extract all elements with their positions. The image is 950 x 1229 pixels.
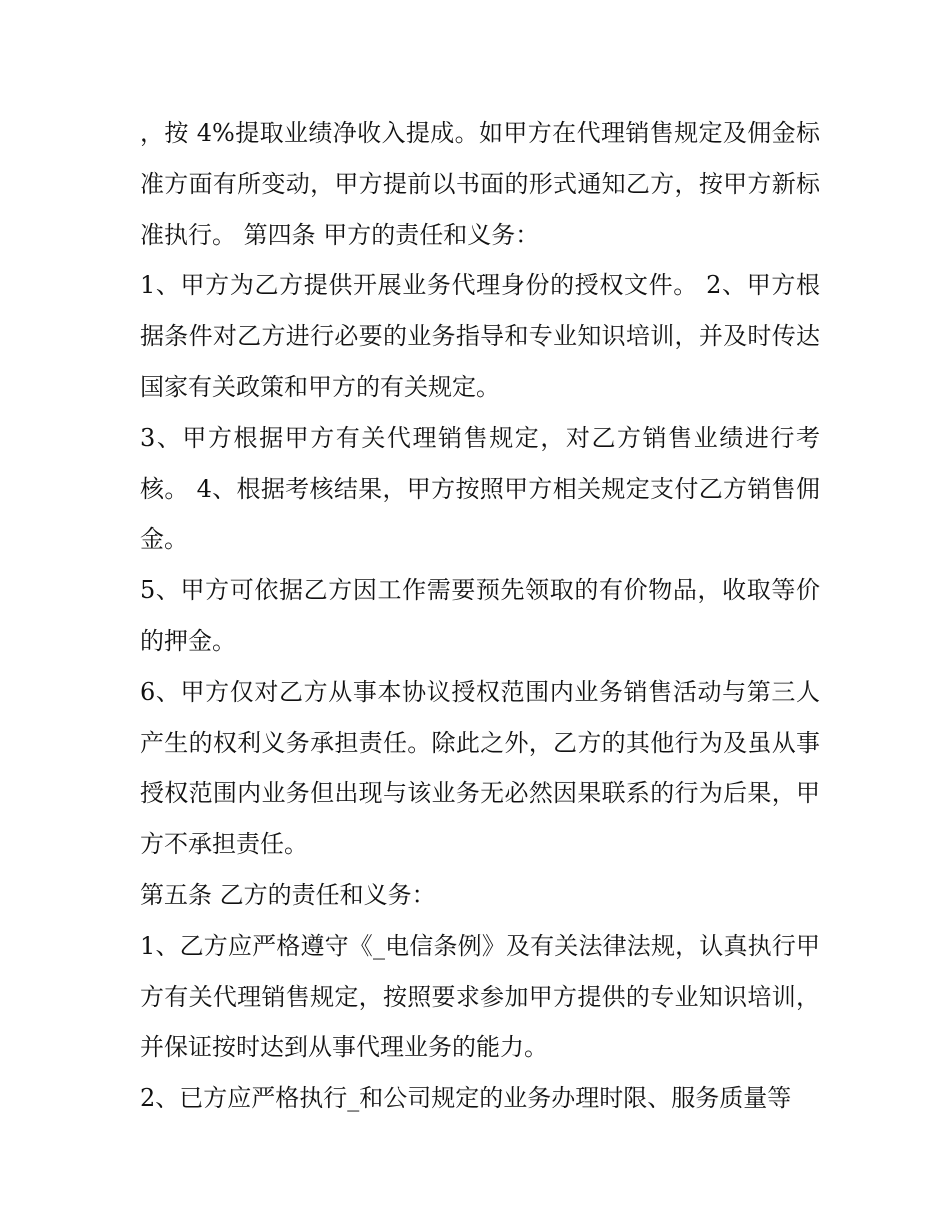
paragraph-party-a-duty-3-4: 3、甲方根据甲方有关代理销售规定，对乙方销售业绩进行考核。 4、根据考核结果，甲方按照甲方相关规定支付乙方销售佣金。 bbox=[140, 423, 820, 554]
document-body bbox=[140, 108, 820, 1124]
section-heading-article-5: 第五条 乙方的责任和义务： bbox=[140, 880, 436, 909]
paragraph-party-a-duty-1-2: 1、甲方为乙方提供开展业务代理身份的授权文件。 2、甲方根据条件对乙方进行必要的业务指导和专业知识培训，并及时传达国家有关政策和甲方的有关规定。 bbox=[140, 271, 820, 401]
paragraph-commission-terms: ，按 4%提取业绩净收入提成。如甲方在代理销售规定及佣金标准方面有所变动，甲方提前以书面的形式通知乙方，按甲方新标准执行。 第四条 甲方的责任和义务： bbox=[140, 119, 820, 249]
paragraph-party-a-duty-6: 6、甲方仅对乙方从事本协议授权范围内业务销售活动与第三人产生的权利义务承担责任。除此之外，乙方的其他行为及虽从事授权范围内业务但出现与该业务无必然因果联系的行为后果，甲方不承担责任。 bbox=[140, 677, 820, 859]
paragraph-party-b-duty-2: 2、已方应严格执行_和公司规定的业务办理时限、服务质量等 bbox=[140, 1084, 792, 1113]
paragraph-party-b-duty-1: 1、乙方应严格遵守《_电信条例》及有关法律法规，认真执行甲方有关代理销售规定，按照要求参加甲方提供的专业知识培训，并保证按时达到从事代理业务的能力。 bbox=[140, 931, 820, 1062]
paragraph-party-a-duty-5: 5、甲方可依据乙方因工作需要预先领取的有价物品，收取等价的押金。 bbox=[140, 576, 820, 655]
